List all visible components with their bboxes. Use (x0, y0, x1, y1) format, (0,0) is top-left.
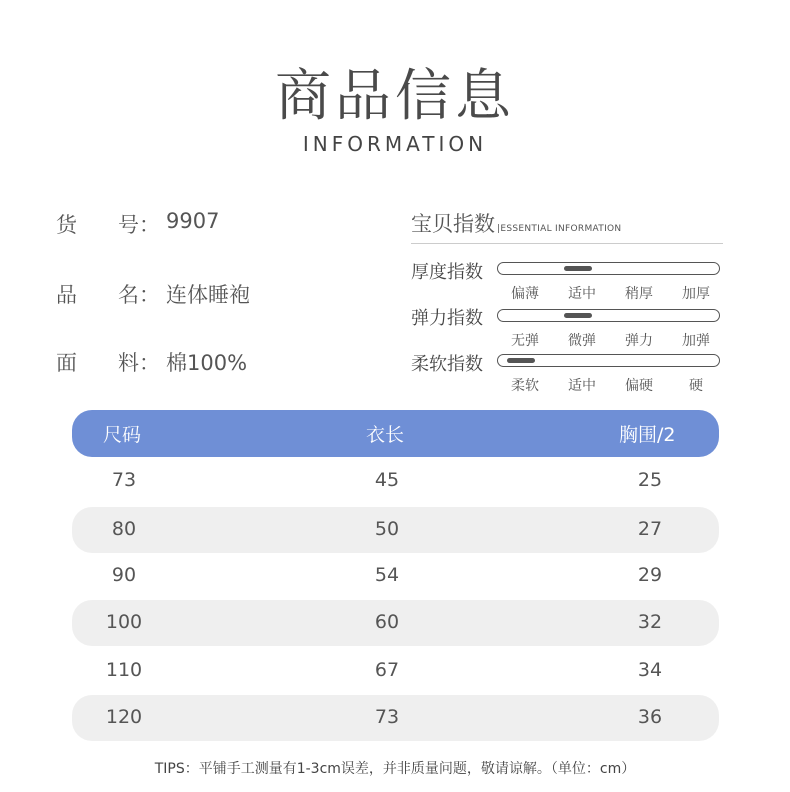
table-cell: 34 (637, 659, 663, 681)
size-table-header (72, 410, 719, 457)
metric-slider-knob (507, 358, 535, 363)
indices-heading (411, 208, 621, 238)
product-name-label-b: 名： (118, 283, 160, 307)
metric-scale-label: 加弹 (682, 333, 710, 349)
metric-slider-knob (564, 266, 592, 271)
material-value: 棉100% (166, 351, 248, 375)
metric-label: 柔软指数 (411, 354, 483, 375)
table-cell: 120 (105, 706, 143, 728)
tips-note: TIPS：平铺手工测量有1-3cm误差，并非质量问题，敬请谅解。（单位：cm） (154, 761, 636, 777)
table-cell: 54 (374, 564, 400, 586)
table-cell: 67 (374, 659, 400, 681)
indices-heading-en: |ESSENTIAL INFORMATION (497, 224, 622, 234)
metric-label: 弹力指数 (411, 308, 483, 329)
table-row (72, 507, 719, 553)
metric-scale-label: 适中 (568, 286, 596, 302)
material-label-a: 面 (56, 351, 77, 375)
metric-scale-label: 硬 (689, 378, 703, 394)
metric-slider-track (497, 309, 720, 322)
metric-scale-label: 弹力 (625, 333, 653, 349)
metric-slider-track (497, 262, 720, 275)
metric-scale-label: 适中 (568, 378, 596, 394)
table-cell: 27 (637, 518, 663, 540)
page-title: 商品信息 (275, 64, 515, 129)
table-cell: 45 (374, 469, 400, 491)
table-cell: 29 (637, 564, 663, 586)
table-cell: 36 (637, 706, 663, 728)
table-row (72, 695, 719, 741)
metric-slider-knob (564, 313, 592, 318)
indices-divider (411, 243, 723, 244)
item-number-label-b: 号： (118, 213, 160, 237)
header-chest: 胸围/2 (619, 424, 676, 446)
metric-label: 厚度指数 (411, 262, 483, 283)
table-cell: 73 (374, 706, 400, 728)
table-cell: 90 (111, 564, 137, 586)
table-cell: 73 (111, 469, 137, 491)
table-cell: 60 (374, 611, 400, 633)
table-cell: 32 (637, 611, 663, 633)
material-label-b: 料： (118, 351, 160, 375)
metric-scale-label: 稍厚 (625, 286, 653, 302)
indices-heading-cn: 宝贝指数 (411, 212, 495, 236)
table-cell: 50 (374, 518, 400, 540)
metric-slider-track (497, 354, 720, 367)
item-number-value: 9907 (166, 209, 220, 233)
table-row (72, 600, 719, 646)
metric-scale-label: 柔软 (511, 378, 539, 394)
product-name-label-a: 品 (56, 283, 77, 307)
metric-scale-label: 偏薄 (511, 286, 539, 302)
metric-scale-label: 无弹 (511, 333, 539, 349)
table-cell: 80 (111, 518, 137, 540)
table-cell: 100 (105, 611, 143, 633)
header-length: 衣长 (366, 424, 405, 446)
metric-scale-label: 加厚 (682, 286, 710, 302)
table-row (72, 553, 719, 599)
item-number-label-a: 货 (56, 213, 77, 237)
header-size: 尺码 (103, 424, 142, 446)
page-subtitle: INFORMATION (302, 132, 488, 156)
table-row (72, 648, 719, 694)
table-row (72, 458, 719, 504)
table-cell: 25 (637, 469, 663, 491)
metric-scale-label: 偏硬 (625, 378, 653, 394)
table-cell: 110 (105, 659, 143, 681)
product-name-value: 连体睡袍 (166, 283, 250, 307)
metric-scale-label: 微弹 (568, 333, 596, 349)
